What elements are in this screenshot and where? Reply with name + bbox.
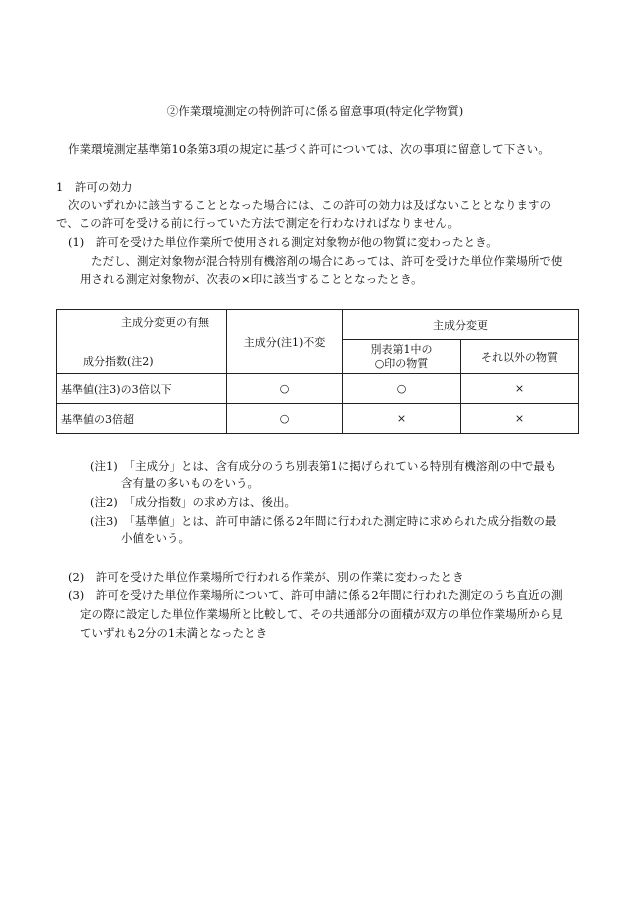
item-1: (1) 許可を受けた単位作業所で使用される測定対象物が他の物質に変わったとき。 — [68, 235, 498, 249]
row-cell: ○ — [343, 374, 461, 404]
intro-text: 作業環境測定基準第10条第3項の規定に基づく許可については、次の事項に留意して下さい。 — [68, 142, 550, 156]
row-cell: × — [343, 404, 461, 434]
table-row — [57, 404, 579, 434]
corner-bottom-label: 成分指数(注2) — [83, 355, 154, 368]
header-table1-line2: ○印の物質 — [374, 356, 429, 370]
note-2: (注2) 「成分指数」の求め方は、後出。 — [90, 495, 297, 509]
table-corner-cell — [57, 310, 227, 374]
note-1-line1: (注1) 「主成分」とは、含有成分のうち別表第1に掲げられている特別有機溶剤の中で最も — [90, 459, 557, 473]
section-1-text-line1: 次のいずれかに該当することとなった場合には、この許可の効力は及ばないこととなりますの — [68, 198, 551, 212]
corner-top-label: 主成分変更の有無 — [121, 316, 209, 329]
header-table1-substance — [343, 340, 461, 374]
header-table1-line1: 別表第1中の — [370, 342, 433, 356]
item-1-note-line1: ただし、測定対象物が混合特別有機溶剤の場合にあっては、許可を受けた単位作業場所で使 — [91, 254, 563, 268]
condition-table — [56, 309, 579, 434]
row-label: 基準値の3倍超 — [57, 404, 227, 434]
section-1-text-line2: で、この許可を受ける前に行っていた方法で測定を行わなければなりません。 — [56, 216, 459, 230]
table-row — [57, 374, 579, 404]
row-cell: ○ — [227, 404, 343, 434]
item-2: (2) 許可を受けた単位作業場所で行われる作業が、別の作業に変わったとき — [68, 570, 464, 584]
row-label: 基準値(注3)の3倍以下 — [57, 374, 227, 404]
header-changed: 主成分変更 — [343, 310, 579, 340]
note-3-line2: 小値をいう。 — [121, 531, 190, 545]
note-3-line1: (注3) 「基準値」とは、許可申請に係る2年間に行われた測定時に求められた成分指数の最 — [90, 514, 557, 528]
row-cell: × — [461, 374, 579, 404]
row-cell: × — [461, 404, 579, 434]
item-3-line2: 定の際に設定した単位作業場所と比較して、その共通部分の面積が双方の単位作業場所から見 — [80, 607, 563, 621]
item-1-note-line2: 用される測定対象物が、次表の×印に該当することとなったとき。 — [80, 272, 423, 286]
item-3-line3: ていずれも2分の1未満となったとき — [80, 626, 268, 640]
header-other-substance: それ以外の物質 — [461, 340, 579, 374]
section-1-heading: 1 許可の効力 — [56, 180, 133, 194]
note-1-line2: 含有量の多いものをいう。 — [121, 476, 259, 490]
item-3-line1: (3) 許可を受けた単位作業場所について、許可申請に係る2年間に行われた測定のうち直近の測 — [68, 588, 563, 602]
header-unchanged: 主成分(注1)不変 — [227, 310, 343, 374]
row-cell: ○ — [227, 374, 343, 404]
page-title: ②作業環境測定の特例許可に係る留意事項(特定化学物質) — [166, 104, 464, 118]
